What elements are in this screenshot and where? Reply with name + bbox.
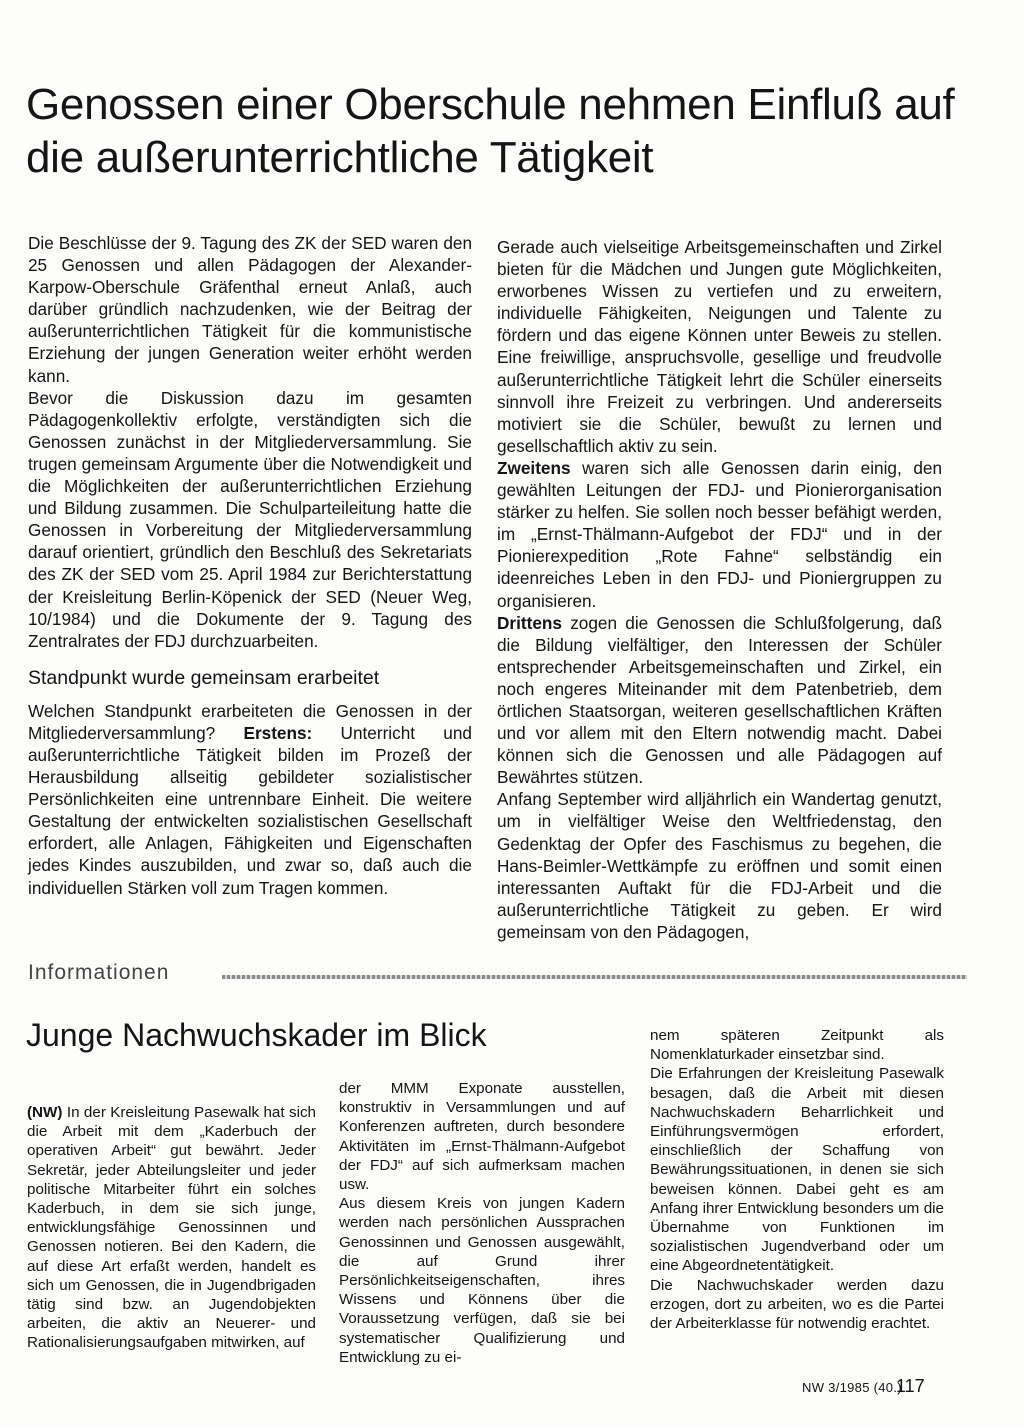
emphasis-third: Drittens <box>497 612 562 633</box>
article-title: Genossen einer Oberschule nehmen Einfluß auf die außerunterrichtliche Tätigkeit <box>26 80 955 182</box>
news-paragraph: Die Erfahrungen der Kreisleitung Pasewalk besagen, daß die Arbeit mit diesen Nachwuchskadern Beharrlichkeit und Einführungsvermögen erfordert, einschließlich der Schaffung von Bewährungssituationen, in denen sie sich beweisen können. Dabei geht es am Anfang ihrer Entwicklung besonders um die Übernahme von Funktionen im sozialistischen Jugendverband oder um eine Abgeordnetentätigkeit. <box>650 1065 944 1275</box>
news-paragraph: der MMM Exponate ausstellen, konstruktiv in Versammlungen und auf Konferenzen auftreten, durch besondere Aktivitäten im „Ernst-Thälmann-Aufgebot der FDJ“ auf sich aufmerksam machen usw. <box>339 1080 625 1194</box>
article-paragraph: Die Beschlüsse der 9. Tagung des ZK der SED waren den 25 Genossen und allen Pädagogen der Alexander-Karpow-Oberschule Gräfenthal erneut Anlaß, auch darüber gründlich nachzudenken, wie der Beitrag der außerunterrichtlichen Tätigkeit für die kommunistische Erziehung der jungen Generation weiter erhöht werden kann. <box>28 233 472 386</box>
source-tag: (NW) <box>27 1104 63 1121</box>
news-paragraph: Aus diesem Kreis von jungen Kadern werden nach persönlichen Aussprachen Genossinnen und Genossen ausgewählt, die auf Grund ihrer Persönlichkeitseigenschaften, ihres Wissens und Könnens über die Voraussetzung verfügen, daß sie bei systematischer Qualifizierung und Entwicklung zu ei- <box>339 1195 625 1366</box>
issue-reference: NW 3/1985 (40.) <box>802 1380 902 1395</box>
article-paragraph: Gerade auch vielseitige Arbeitsgemeinschaften und Zirkel bieten für die Mädchen und Jungen gute Möglichkeiten, erworbenes Wissen zu vertiefen und zu erweitern, individuelle Fähigkeiten, Neigungen und Talente zu fördern und das eigene Können unter Beweis zu stellen. Eine freiwillige, anspruchsvolle, gesellige und freudvolle außerunterrichtliche Tätigkeit lehrt die Schüler einerseits sinnvoll ihre Freizeit zu verbringen. Und andererseits motiviert sie die Schüler, bewußt zu lernen und gesellschaftlich aktiv zu sein. <box>497 237 942 456</box>
article-paragraph <box>497 612 942 789</box>
emphasis-first: Erstens: <box>243 722 313 743</box>
article-paragraph <box>497 457 942 612</box>
news-column-2 <box>339 1079 625 1367</box>
page-number: 117 <box>896 1376 925 1396</box>
emphasis-second: Zweitens <box>497 457 571 478</box>
paragraph-text: zogen die Genossen die Schlußfolgerung, daß die Bildung vielfältiger, den Interessen der Schüler entsprechender Arbeitsgemeinschaften und Zirkel, ein noch engeres Miteinander mit dem Patenbetrieb, dem örtlichen Staatsorgan, weiteren gesellschaftlichen Kräften und vor allem mit den Eltern notwendig macht. Dabei können sich die Genossen und alle Pädagogen auf Bewährtes stützen. <box>497 612 943 788</box>
paragraph-text: waren sich alle Genossen darin einig, den gewählten Leitungen der FDJ- und Pionierorganisation stärker zu helfen. Sie sollen noch besser befähigt werden, im „Ernst-Thälmann-Aufgebot der FDJ“ und in der Pionierexpedition „Rote Fahne“ selbständig ein ideenreiches Leben in den FDJ- und Pioniergruppen zu organisieren. <box>497 457 942 611</box>
news-title: Junge Nachwuchskader im Blick <box>26 1017 487 1053</box>
news-column-1 <box>27 1103 316 1353</box>
news-column-3 <box>650 1026 944 1333</box>
article-paragraph <box>28 700 472 899</box>
article-paragraph: Bevor die Diskussion dazu im gesamten Pädagogenkollektiv erfolgte, verständigten sich die Genossen zunächst in der Mitgliederversammlung. Sie trugen gemeinsam Argumente über die Notwendigkeit und die Möglichkeiten der außerunterrichtlichen Erziehung und Bildung zusammen. Die Schulparteileitung hatte die Genossen in Vorbereitung der Mitgliederversammlung darauf orientiert, gründlich den Beschluß des Sekretariats des ZK der SED vom 25. April 1984 zur Berichterstattung der Kreisleitung Berlin-Köpenick der SED (Neuer Weg, 10/1984) und die Dokumente der 9. Tagung des Zentralrates der FDJ durchzuarbeiten. <box>28 387 472 651</box>
paragraph-text: Unterricht und außerunterrichtliche Tätigkeit bilden im Prozeß der Herausbildung allseitig gebildeter sozialistischer Persönlichkeiten eine untrennbare Einheit. Die weitere Gestaltung der entwickelten sozialistischen Gesellschaft erfordert, alle Anlagen, Fähigkeiten und Eigenschaften jedes Kindes auszubilden, und zwar so, daß auch die individuellen Stärken voll zum Tragen kommen. <box>28 722 472 898</box>
paragraph-text: In der Kreisleitung Pasewalk hat sich die Arbeit mit dem „Kaderbuch der operativen Arbeit“ gut bewährt. Jeder Sekretär, jeder Abteilungsleiter und jeder politische Mitarbeiter führt ein solches Kaderbuch, in dem sie sich junge, entwicklungsfähige Genossinnen und Genossen notieren. Bei den Kadern, die auf diese Art erfaßt werden, handelt es sich um Genossen, die in Jugendbrigaden tätig sind bzw. an Jugendobjekten arbeiten, die aktiv an Neuerer- und Rationalisierungsaufgaben mitwirken, auf <box>27 1104 316 1352</box>
article-column-2 <box>497 236 942 943</box>
article-subheading: Standpunkt wurde gemeinsam erarbeitet <box>28 666 380 689</box>
article-paragraph: Anfang September wird alljährlich ein Wandertag genutzt, um in vielfältiger Weise den Weltfriedenstag, den Gedenktag der Opfer des Faschismus zu begehen, die Hans-Beimler-Wettkämpfe zu eröffnen und somit einen interessanten Auftakt für die FDJ-Arbeit und die außerunterrichtliche Tätigkeit zu geben. Er wird gemeinsam von den Pädagogen, <box>497 789 942 942</box>
section-divider <box>222 975 967 979</box>
news-paragraph: Die Nachwuchskader werden dazu erzogen, dort zu arbeiten, wo es die Partei der Arbeiterklasse für notwendig erachtet. <box>650 1276 944 1333</box>
article-column-1 <box>28 232 472 899</box>
news-paragraph <box>27 1103 316 1353</box>
news-paragraph: nem späteren Zeitpunkt als Nomenklaturkader einsetzbar sind. <box>650 1027 944 1064</box>
section-label: Informationen <box>28 961 170 984</box>
paragraph-text: Welchen Standpunkt erarbeiteten die Genossen in der Mitgliederversammlung? <box>28 700 472 743</box>
